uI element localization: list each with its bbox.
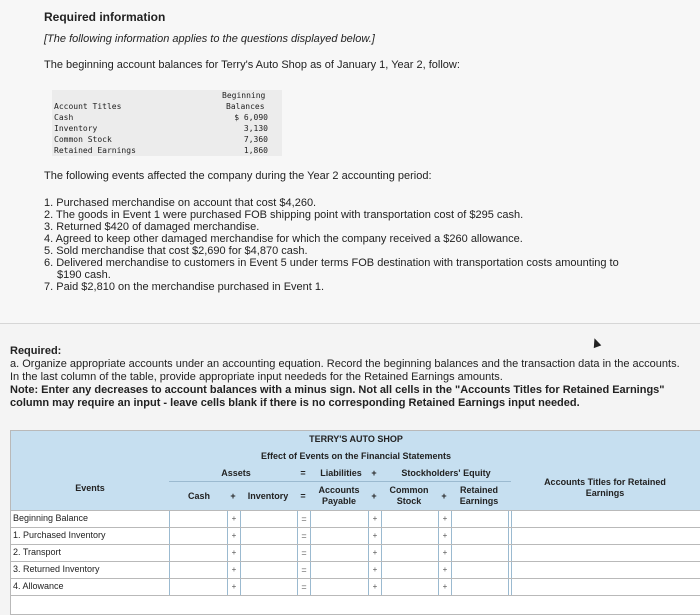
accounts-titles-cell — [511, 562, 700, 578]
plus-sign: + — [442, 548, 448, 557]
accounts-payable-input[interactable] — [311, 511, 368, 527]
event-item: 7. Paid $2,810 on the merchandise purchased in Event 1. — [44, 281, 325, 293]
inventory-cell — [240, 579, 298, 595]
required-text: a. Organize appropriate accounts under an accounting equation. Record the beginning balances and the transaction data in the accounts. In the last column of the table, provide appropriate input neededs for the Retained Earnings amounts. — [10, 358, 680, 383]
row-event-label: 4. Allowance — [13, 581, 64, 591]
retained-earnings-cell — [451, 545, 509, 561]
common-stock-input[interactable] — [382, 528, 438, 544]
plus-sign: + — [372, 531, 378, 540]
accounts-payable-input[interactable] — [311, 562, 368, 578]
common-stock-input[interactable] — [382, 562, 438, 578]
inventory-column-header: Inventory — [247, 491, 289, 501]
equals-sign: = — [300, 491, 306, 501]
cash-input[interactable] — [170, 562, 227, 578]
inventory-input[interactable] — [241, 579, 297, 595]
balances-col-label: Account Titles — [54, 102, 122, 111]
plus-sign: + — [442, 514, 448, 523]
table-row-partial — [11, 595, 700, 615]
required-note: Note: Enter any decreases to account balances with a minus sign. Not all cells in the "Accounts Titles for Retained Earnings" column may require an input - leave cells blank if there is no corresponding Retained Earnings input needed. — [10, 384, 665, 409]
balance-value: $ 6,090 — [234, 113, 268, 122]
balance-label: Common Stock — [54, 135, 112, 144]
cash-input[interactable] — [170, 579, 227, 595]
events-list — [44, 197, 664, 293]
common-stock-input[interactable] — [382, 579, 438, 595]
cash-input[interactable] — [170, 545, 227, 561]
inventory-input[interactable] — [241, 528, 297, 544]
plus-sign: + — [231, 514, 237, 523]
retained-earnings-header-line2: Earnings — [459, 496, 499, 506]
plus-sign: + — [442, 531, 448, 540]
header-divider — [169, 481, 511, 482]
retained-earnings-input[interactable] — [452, 545, 508, 561]
cash-input[interactable] — [170, 511, 227, 527]
accounts-titles-cell — [511, 528, 700, 544]
info-heading: Required information — [44, 10, 166, 24]
common-stock-header-line2: Stock — [396, 496, 422, 506]
plus-sign: + — [230, 491, 236, 501]
balance-value: 3,130 — [243, 124, 268, 133]
equals-sign: = — [301, 514, 307, 524]
table-row — [11, 544, 700, 561]
equals-sign: = — [301, 565, 307, 575]
plus-sign: + — [442, 565, 448, 574]
equals-sign: = — [301, 531, 307, 541]
plus-sign: + — [372, 582, 378, 591]
common-stock-cell — [381, 511, 439, 527]
row-event-label: Beginning Balance — [13, 513, 89, 523]
inventory-cell — [240, 562, 298, 578]
event-item: 4. Agreed to keep other damaged merchandise for which the company received a $260 allowance. — [44, 233, 523, 245]
plus-sign: + — [441, 491, 447, 501]
balances-col-head-2: Balances — [226, 102, 265, 111]
retained-earnings-input[interactable] — [452, 562, 508, 578]
cash-cell — [169, 545, 228, 561]
retained-earnings-input[interactable] — [452, 579, 508, 595]
effect-of-events-table — [10, 430, 700, 615]
event-item-continued: $190 cash. — [57, 269, 111, 281]
inventory-input[interactable] — [241, 545, 297, 561]
accounts-titles-input[interactable] — [512, 528, 700, 544]
inventory-input[interactable] — [241, 562, 297, 578]
cash-cell — [169, 511, 228, 527]
accounts-payable-cell — [310, 562, 369, 578]
event-item: 2. The goods in Event 1 were purchased FOB shipping point with transportation cost of $295 cash. — [44, 209, 524, 221]
cash-input[interactable] — [170, 528, 227, 544]
common-stock-cell — [381, 562, 439, 578]
accounts-titles-input[interactable] — [512, 562, 700, 578]
table-row — [11, 510, 700, 527]
plus-sign: + — [231, 582, 237, 591]
plus-sign: + — [231, 565, 237, 574]
inventory-cell — [240, 511, 298, 527]
common-stock-header-line1: Common — [389, 485, 429, 495]
table-row — [11, 561, 700, 578]
cash-cell — [169, 579, 228, 595]
plus-sign: + — [372, 514, 378, 523]
balance-label: Inventory — [54, 124, 98, 133]
accounts-titles-input[interactable] — [512, 579, 700, 595]
plus-sign: + — [371, 468, 377, 478]
accounts-payable-cell — [310, 545, 369, 561]
common-stock-cell — [381, 579, 439, 595]
events-column-header: Events — [75, 483, 105, 493]
liabilities-header: Liabilities — [320, 468, 362, 478]
accounts-payable-input[interactable] — [311, 545, 368, 561]
beginning-balances-table — [52, 90, 282, 156]
common-stock-input[interactable] — [382, 511, 438, 527]
accounts-titles-cell — [511, 511, 700, 527]
row-event-label: 3. Returned Inventory — [13, 564, 100, 574]
plus-sign: + — [371, 491, 377, 501]
plus-sign: + — [231, 531, 237, 540]
accounts-titles-input[interactable] — [512, 511, 700, 527]
required-title: Required: — [10, 345, 62, 357]
event-item: 6. Delivered merchandise to customers in Event 5 under terms FOB destination with transportation costs amounting to — [44, 257, 619, 269]
required-section — [10, 345, 690, 410]
balances-col-head-1: Beginning — [222, 91, 266, 100]
plus-sign: + — [372, 565, 378, 574]
retained-earnings-cell — [451, 511, 509, 527]
events-intro: The following events affected the company during the Year 2 accounting period: — [44, 170, 432, 182]
table-row — [11, 527, 700, 544]
accounts-payable-header-line1: Accounts — [318, 485, 360, 495]
balance-label: Retained Earnings — [54, 146, 136, 155]
plus-sign: + — [231, 548, 237, 557]
cash-cell — [169, 562, 228, 578]
row-event-label: 2. Transport — [13, 547, 62, 557]
retained-earnings-cell — [451, 562, 509, 578]
inventory-cell — [240, 528, 298, 544]
plus-sign: + — [372, 548, 378, 557]
retained-earnings-input[interactable] — [452, 528, 508, 544]
balance-value: 1,860 — [243, 146, 268, 155]
accounts-titles-cell — [511, 579, 700, 595]
cash-cell — [169, 528, 228, 544]
equals-sign: = — [300, 468, 306, 478]
accounts-payable-cell — [310, 511, 369, 527]
retained-earnings-cell — [451, 579, 509, 595]
accounts-titles-input[interactable] — [512, 545, 700, 561]
plus-sign: + — [442, 582, 448, 591]
event-item: 5. Sold merchandise that cost $2,690 for $4,870 cash. — [44, 245, 308, 257]
info-note: [The following information applies to the questions displayed below.] — [44, 33, 375, 45]
accounts-payable-input[interactable] — [311, 528, 368, 544]
accounts-titles-cell — [511, 545, 700, 561]
info-intro: The beginning account balances for Terry's Auto Shop as of January 1, Year 2, follow: — [44, 59, 460, 71]
accounts-payable-input[interactable] — [311, 579, 368, 595]
balance-value: 7,360 — [243, 135, 268, 144]
table-row — [11, 578, 700, 595]
assets-header: Assets — [221, 468, 251, 478]
common-stock-cell — [381, 545, 439, 561]
accounts-payable-cell — [310, 528, 369, 544]
table-title: TERRY'S AUTO SHOP — [11, 431, 700, 448]
accounts-payable-header-line2: Payable — [321, 496, 357, 506]
inventory-input[interactable] — [241, 511, 297, 527]
balance-label: Cash — [54, 113, 74, 122]
accounts-titles-header-line2: Earnings — [585, 488, 625, 498]
common-stock-cell — [381, 528, 439, 544]
retained-earnings-header-line1: Retained — [459, 485, 498, 495]
equals-sign: = — [301, 548, 307, 558]
inventory-cell — [240, 545, 298, 561]
retained-earnings-cell — [451, 528, 509, 544]
accounts-payable-cell — [310, 579, 369, 595]
accounts-titles-header-line1: Accounts Titles for Retained — [544, 477, 666, 487]
cash-column-header: Cash — [187, 491, 210, 501]
row-event-label: 1. Purchased Inventory — [13, 530, 106, 540]
equals-sign: = — [301, 582, 307, 592]
event-item: 1. Purchased merchandise on account that cost $4,260. — [44, 197, 317, 209]
common-stock-input[interactable] — [382, 545, 438, 561]
event-item: 3. Returned $420 of damaged merchandise. — [44, 221, 260, 233]
stockholders-equity-header: Stockholders' Equity — [401, 468, 491, 478]
retained-earnings-input[interactable] — [452, 511, 508, 527]
table-subtitle: Effect of Events on the Financial Statements — [11, 448, 700, 465]
